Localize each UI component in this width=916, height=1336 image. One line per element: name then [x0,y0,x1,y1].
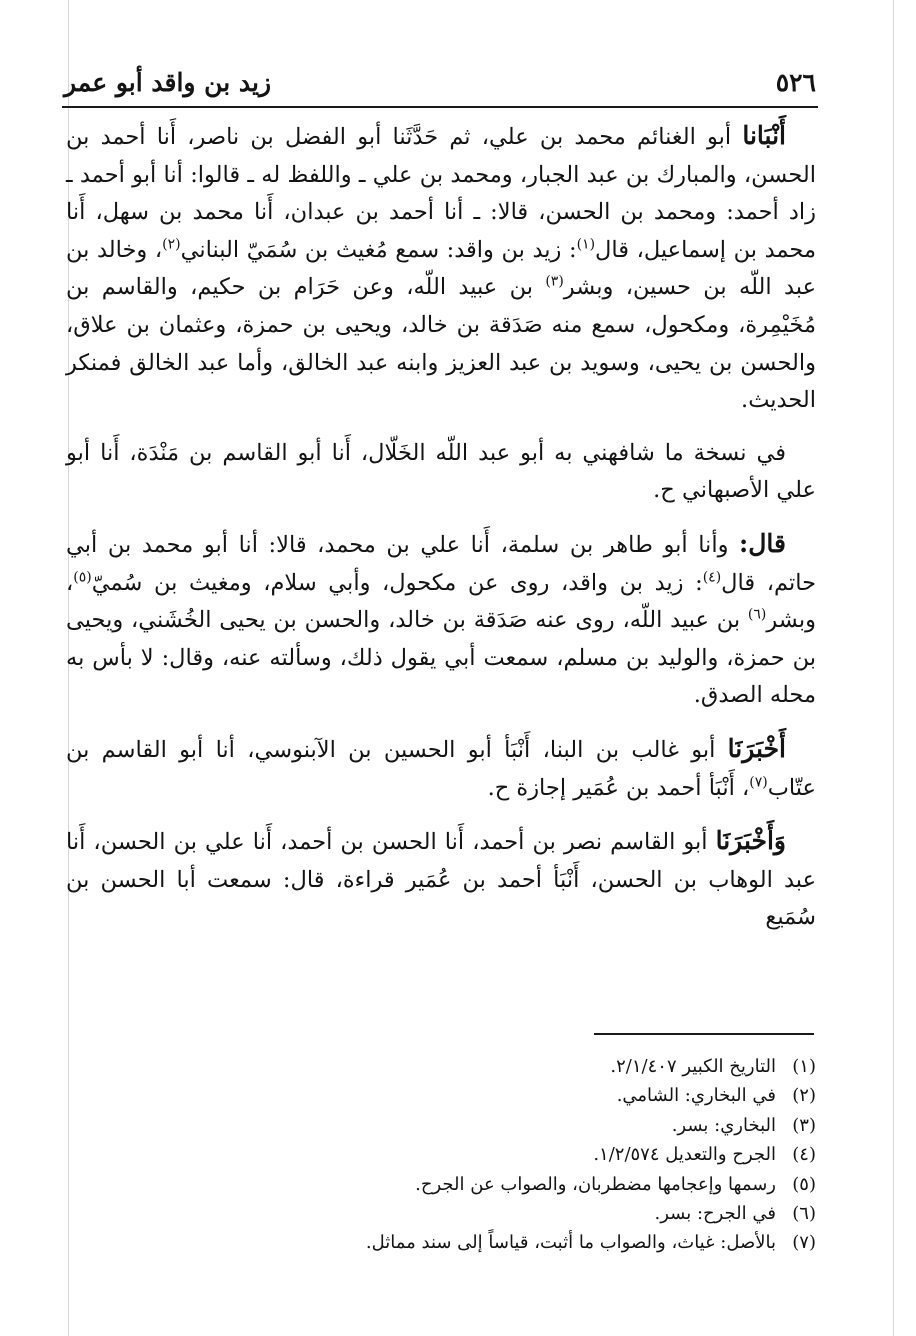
running-title: زيد بن واقد أبو عمر [64,68,272,97]
page-number: ٥٢٦ [775,68,816,97]
paragraph-lead-word: أَنْبَانا [742,121,786,150]
footnote-text: في الجرح: بسر. [654,1203,776,1225]
footnote-text: رسمها وإعجامها مضطربان، والصواب عن الجرح. [415,1173,776,1195]
footnote-ref[interactable]: (٤) [702,569,722,586]
page-header [62,62,818,108]
paragraph [66,822,816,937]
paragraph-text: بن عبيد اللّه، روى عنه صَدَقة بن خالد، والحسن بن يحيى الخُشَني، ويحيى بن حمزة، والوليد بن مسلم، سمعت أبي يقول ذلك، وسألته عنه، وقال: لا بأس به محله الصدق. [66,607,816,709]
paragraph-lead-word: أَخْبَرَنَا [727,733,786,763]
footnote-ref[interactable]: (١) [576,236,596,253]
footnote-text: بالأصل: غياث، والصواب ما أثبت، قياساً إلى سند مماثل. [365,1232,776,1254]
paragraph-lead-word: وَأَخْبَرَنَا [715,826,786,856]
footnote-number: (٧) [792,1232,816,1254]
footnote-item [200,1199,816,1228]
footnote-item [200,1081,816,1110]
footnote-item [200,1111,816,1140]
scan-margin-line [893,0,894,1336]
footnote-item [200,1170,816,1199]
paragraph [66,730,816,807]
footnote-number: (٢) [792,1085,816,1107]
footnote-ref[interactable]: (٢) [162,236,181,253]
footnote-item [200,1052,816,1081]
footnote-item [200,1140,816,1169]
paragraph-text: وأنا أبو طاهر بن سلمة، أَنا علي بن محمد، قالا: أنا أبو محمد بن أبي حاتم، قال [66,531,817,596]
footnote-text: التاريخ الكبير ٢/١/٤٠٧. [610,1056,776,1077]
footnote-item [200,1228,816,1257]
paragraph-text: أبو الغنائم محمد بن علي، ثم حَدَّثَنا أبو الفضل بن ناصر، أَنا أحمد بن الحسن، والمبارك بن عبد الجبار، ومحمد بن علي ـ واللفظ له ـ قالوا: أنا أبو أحمد ـ زاد أحمد: ومحمد بن الحسن، قالا: ـ أنا أحمد بن عبدان، أَنا محمد بن سهل، أَنا محمد بن إسماعيل، قال [66,124,816,263]
paragraph-text: بن عبيد اللّه، وعن حَرَام بن حكيم، والقاسم بن مُخَيْمِرة، ومكحول، سمع منه صَدَقة بن خالد، ويحيى بن حمزة، وعثمان بن علاق، والحسن بن يحيى، وسويد بن عبد العزيز وابنه عبد الخالق، وأما عبد الخالق فمنكر الحديث. [66,274,816,414]
paragraph-text: أبو غالب بن البنا، أَنْبَأ أبو الحسين بن الآبنوسي، أنا أبو القاسم بن عتّاب [66,736,816,801]
paragraph-lead-word: قال: [739,528,786,558]
paragraph-text: ، وخالد بن عبد اللّه بن حسين، وبشر [66,236,816,301]
paragraph-text: في نسخة ما شافهني به أبو عبد اللّه الخَلّال، أَنا أبو القاسم بن مَنْدَة، أَنا أبو علي الأصبهاني ح. [66,439,816,504]
footnote-separator [594,1033,814,1035]
paragraph-text: : زيد بن واقد، روى عن مكحول، وأبي سلام، ومغيث بن سُميّ [91,569,703,596]
footnote-text: الجرح والتعديل ١/٢/٥٧٤. [593,1144,776,1166]
footnote-number: (١) [792,1056,816,1077]
paragraph-text: أبو القاسم نصر بن أحمد، أَنا الحسن بن أحمد، أَنا علي بن الحسن، أَنا عبد الوهاب بن الحسن، أَنْبَأ أحمد بن عُمَير قراءة، قال: سمعت أبا الحسن بن سُمَيع [66,829,816,931]
footnote-ref[interactable]: (٦) [747,606,767,623]
paragraph [66,525,816,715]
paragraph [66,117,816,420]
main-text [66,117,816,952]
footnote-ref[interactable]: (٧) [749,774,768,790]
footnotes [200,1052,816,1258]
footnote-ref[interactable]: (٣) [545,273,564,290]
footnote-text: البخاري: بسر. [671,1114,776,1136]
footnote-number: (٣) [792,1114,816,1136]
footnote-text: في البخاري: الشامي. [616,1085,776,1107]
paragraph-text: : زيد بن واقد: سمع مُغيث بن سُمَيّ البناني [180,236,577,263]
paragraph [66,435,816,510]
footnote-number: (٦) [792,1203,816,1225]
footnote-ref[interactable]: (٥) [73,569,92,586]
footnote-number: (٤) [792,1144,816,1166]
paragraph-text: ، وبشر [66,569,816,634]
paragraph-text: ، أَنْبَأ أحمد بن عُمَير إجازة ح. [487,774,750,801]
footnote-number: (٥) [792,1173,816,1195]
